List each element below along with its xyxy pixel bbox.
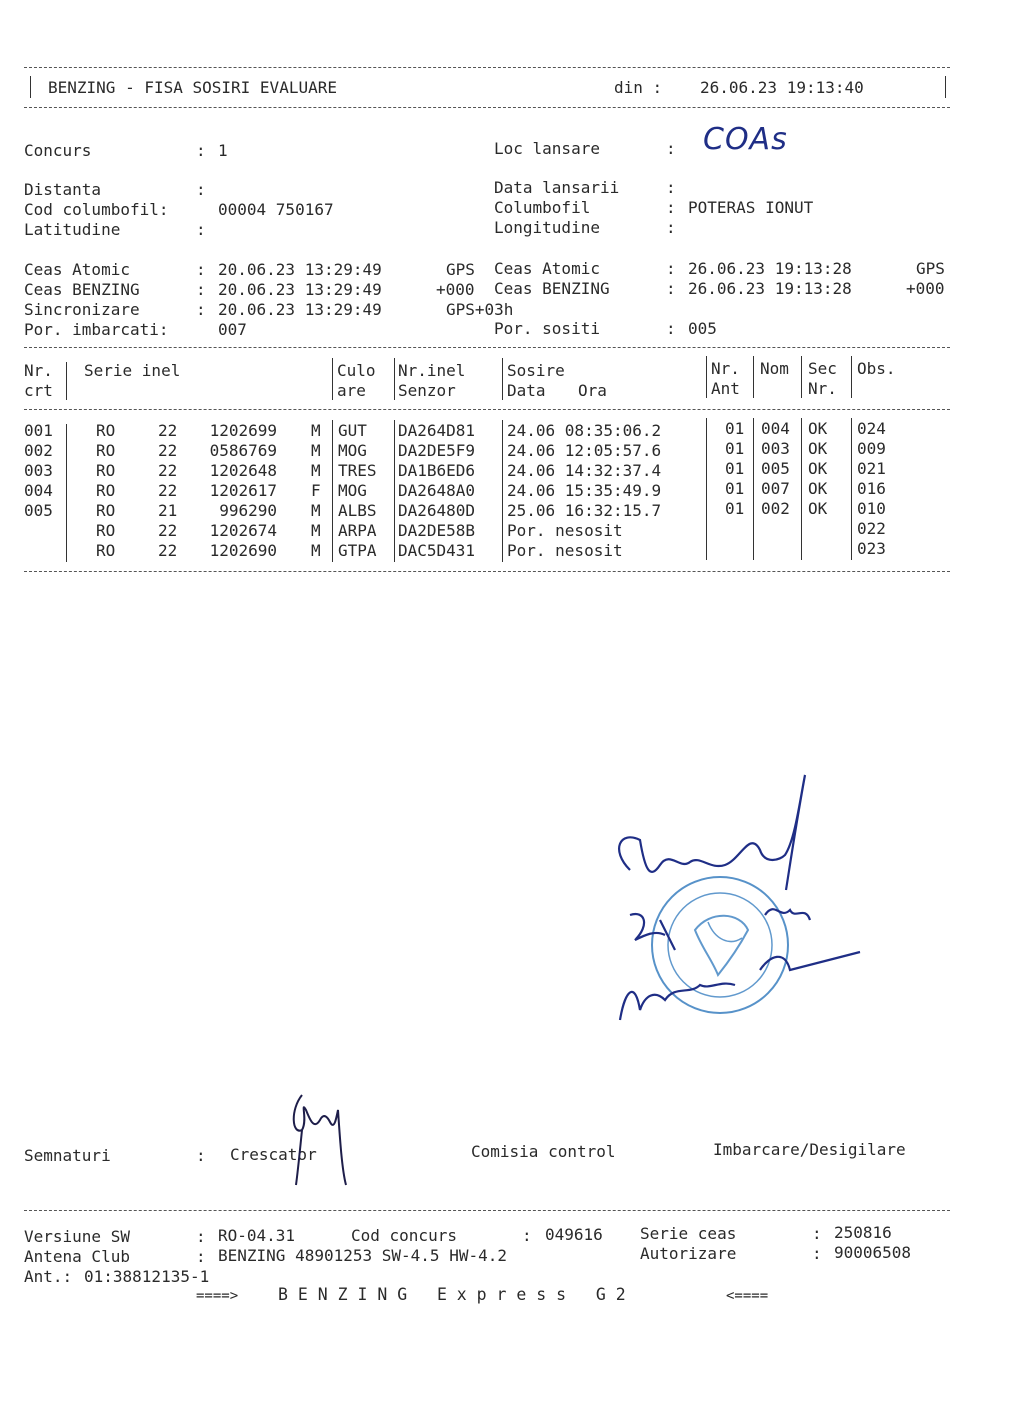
cell-sensor: DA26480D bbox=[398, 501, 476, 520]
cell-country: RO bbox=[96, 521, 116, 540]
cell-country: RO bbox=[96, 461, 116, 480]
ceas-benzing-start-value: 20.06.23 13:29:49 bbox=[218, 280, 382, 299]
stamp-inner-circle bbox=[668, 893, 772, 997]
crescator-label: Crescator bbox=[230, 1145, 317, 1164]
signature-top-stroke bbox=[619, 775, 805, 890]
cell-sex: M bbox=[311, 421, 321, 440]
cell-obs: 023 bbox=[857, 539, 886, 558]
ceas-benzing-end-suffix: +000 bbox=[906, 279, 945, 298]
report-title: BENZING - FISA SOSIRI EVALUARE bbox=[48, 78, 337, 97]
ceas-atomic-start-colon: : bbox=[196, 260, 206, 279]
por-imbarcati-value: 007 bbox=[218, 320, 247, 339]
semnaturi-colon: : bbox=[196, 1146, 206, 1165]
cell-sex: M bbox=[311, 441, 321, 460]
columbofil-colon: : bbox=[666, 198, 676, 217]
crescator-signature-stroke bbox=[294, 1095, 346, 1185]
cell-year: 21 bbox=[158, 501, 178, 520]
cell-color: MOG bbox=[338, 481, 367, 500]
cell-year: 22 bbox=[158, 481, 178, 500]
cell-obs: 016 bbox=[857, 479, 886, 498]
cell-year: 22 bbox=[158, 521, 178, 540]
cod-columbofil-label: Cod columbofil: bbox=[24, 200, 169, 219]
ceas-benzing-start-label: Ceas BENZING bbox=[24, 280, 140, 299]
versiune-sw-colon: : bbox=[196, 1227, 206, 1246]
cell-sex: F bbox=[311, 481, 321, 500]
data-lansarii-colon: : bbox=[666, 178, 676, 197]
cell-color: ARPA bbox=[338, 521, 377, 540]
data-lansarii-label: Data lansarii bbox=[494, 178, 620, 197]
cell-sec: OK bbox=[808, 419, 828, 438]
comisia-control-label: Comisia control bbox=[471, 1142, 616, 1161]
cell-country: RO bbox=[96, 481, 116, 500]
col-culo-bottom: are bbox=[337, 381, 366, 400]
cell-year: 22 bbox=[158, 461, 178, 480]
antena-club-colon: : bbox=[196, 1247, 206, 1266]
serie-ceas-value: 250816 bbox=[834, 1223, 892, 1242]
cell-sec: OK bbox=[808, 439, 828, 458]
cell-sensor: DAC5D431 bbox=[398, 541, 476, 560]
autorizare-value: 90006508 bbox=[834, 1243, 912, 1262]
cell-sec: OK bbox=[808, 479, 828, 498]
cell-nr: 003 bbox=[24, 461, 53, 480]
cell-sensor: DA1B6ED6 bbox=[398, 461, 476, 480]
cell-arrival: 24.06 08:35:06.2 bbox=[507, 421, 662, 440]
autorizare-colon: : bbox=[812, 1244, 822, 1263]
cell-ring: 996290 bbox=[219, 501, 277, 520]
cell-ring: 1202699 bbox=[209, 421, 277, 440]
cell-sex: M bbox=[311, 541, 321, 560]
cell-sensor: DA2DE5F9 bbox=[398, 441, 476, 460]
cell-nr: 004 bbox=[24, 481, 53, 500]
crescator-signature bbox=[280, 1090, 350, 1190]
longitudine-label: Longitudine bbox=[494, 218, 600, 237]
col-nr-bottom: crt bbox=[24, 381, 53, 400]
ceas-benzing-end-colon: : bbox=[666, 279, 676, 298]
antena-club-value: BENZING 48901253 SW-4.5 HW-4.2 bbox=[218, 1246, 507, 1265]
autorizare-label: Autorizare bbox=[640, 1244, 737, 1263]
report-datetime: 26.06.23 19:13:40 bbox=[700, 78, 864, 97]
cell-arrival: 24.06 14:32:37.4 bbox=[507, 461, 662, 480]
col-sec-bottom: Nr. bbox=[808, 379, 837, 398]
cod-concurs-label: Cod concurs bbox=[351, 1226, 457, 1245]
cod-concurs-colon: : bbox=[522, 1226, 532, 1245]
col-ant-bottom: Ant bbox=[711, 379, 740, 398]
ant-value: 01:38812135-1 bbox=[84, 1267, 210, 1286]
sincronizare-colon: : bbox=[196, 300, 206, 319]
banner-right-arrow: <==== bbox=[726, 1288, 769, 1304]
cell-arrival: Por. nesosit bbox=[507, 541, 623, 560]
longitudine-colon: : bbox=[666, 218, 676, 237]
col-ant-top: Nr. bbox=[711, 359, 740, 378]
por-sositi-colon: : bbox=[666, 319, 676, 338]
ceas-benzing-start-suffix: +000 bbox=[436, 280, 475, 299]
cell-nom: 003 bbox=[761, 439, 790, 458]
cell-obs: 009 bbox=[857, 439, 886, 458]
cell-sex: M bbox=[311, 521, 321, 540]
cell-sensor: DA264D81 bbox=[398, 421, 476, 440]
ceas-atomic-start-value: 20.06.23 13:29:49 bbox=[218, 260, 382, 279]
ceas-benzing-end-label: Ceas BENZING bbox=[494, 279, 610, 298]
concurs-colon: : bbox=[196, 141, 206, 160]
col-serie: Serie inel bbox=[84, 361, 181, 380]
col-inel-top: Nr.inel bbox=[398, 361, 466, 380]
col-sosire-data: Data bbox=[507, 381, 546, 400]
cell-color: MOG bbox=[338, 441, 367, 460]
cell-country: RO bbox=[96, 541, 116, 560]
serie-ceas-label: Serie ceas bbox=[640, 1224, 737, 1243]
cell-sex: M bbox=[311, 501, 321, 520]
versiune-sw-value: RO-04.31 bbox=[218, 1226, 296, 1245]
cell-sex: M bbox=[311, 461, 321, 480]
cell-ant: 01 bbox=[725, 439, 745, 458]
cell-country: RO bbox=[96, 501, 116, 520]
por-sositi-value: 005 bbox=[688, 319, 717, 338]
latitudine-label: Latitudine bbox=[24, 220, 121, 239]
loc-lansare-label: Loc lansare bbox=[494, 139, 600, 158]
cell-color: GUT bbox=[338, 421, 367, 440]
cell-sec: OK bbox=[808, 459, 828, 478]
cell-obs: 024 bbox=[857, 419, 886, 438]
ceas-atomic-end-value: 26.06.23 19:13:28 bbox=[688, 259, 852, 278]
cell-arrival: Por. nesosit bbox=[507, 521, 623, 540]
cell-year: 22 bbox=[158, 421, 178, 440]
banner-text: B E N Z I N G E x p r e s s G 2 bbox=[278, 1285, 626, 1304]
cell-obs: 021 bbox=[857, 459, 886, 478]
serie-ceas-colon: : bbox=[812, 1224, 822, 1243]
cell-nom: 004 bbox=[761, 419, 790, 438]
cell-obs: 010 bbox=[857, 499, 886, 518]
col-sosire-ora: Ora bbox=[578, 381, 607, 400]
ceas-atomic-end-suffix: GPS bbox=[916, 259, 945, 278]
club-stamp-and-signatures bbox=[590, 770, 880, 1040]
cell-nom: 007 bbox=[761, 479, 790, 498]
por-imbarcati-label: Por. imbarcati: bbox=[24, 320, 169, 339]
cell-ring: 0586769 bbox=[209, 441, 277, 460]
col-nr-top: Nr. bbox=[24, 361, 53, 380]
cell-year: 22 bbox=[158, 441, 178, 460]
sincronizare-suffix: GPS+03h bbox=[446, 300, 514, 319]
distanta-colon: : bbox=[196, 180, 206, 199]
sincronizare-label: Sincronizare bbox=[24, 300, 140, 319]
col-sosire-top: Sosire bbox=[507, 361, 565, 380]
concurs-label: Concurs bbox=[24, 141, 92, 160]
cell-nr: 005 bbox=[24, 501, 53, 520]
stamp-wing-drawing bbox=[708, 922, 742, 941]
cell-ant: 01 bbox=[725, 419, 745, 438]
ceas-benzing-start-colon: : bbox=[196, 280, 206, 299]
col-sec-top: Sec bbox=[808, 359, 837, 378]
cell-country: RO bbox=[96, 441, 116, 460]
ceas-benzing-end-value: 26.06.23 19:13:28 bbox=[688, 279, 852, 298]
col-obs: Obs. bbox=[857, 359, 896, 378]
col-culo-top: Culo bbox=[337, 361, 376, 380]
cell-nom: 002 bbox=[761, 499, 790, 518]
por-sositi-label: Por. sositi bbox=[494, 319, 600, 338]
ceas-atomic-start-label: Ceas Atomic bbox=[24, 260, 130, 279]
stamp-pigeon-drawing bbox=[695, 916, 748, 975]
ceas-atomic-end-colon: : bbox=[666, 259, 676, 278]
cell-color: TRES bbox=[338, 461, 377, 480]
cell-ring: 1202648 bbox=[209, 461, 277, 480]
banner-left-arrow: ====> bbox=[196, 1288, 239, 1304]
cell-nr: 002 bbox=[24, 441, 53, 460]
cell-ring: 1202617 bbox=[209, 481, 277, 500]
versiune-sw-label: Versiune SW bbox=[24, 1227, 130, 1246]
imbarcare-desigilare-label: Imbarcare/Desigilare bbox=[713, 1140, 906, 1159]
cell-color: GTPA bbox=[338, 541, 377, 560]
ceas-atomic-start-suffix: GPS bbox=[446, 260, 475, 279]
cell-arrival: 24.06 12:05:57.6 bbox=[507, 441, 662, 460]
din-label: din : bbox=[614, 78, 663, 97]
cell-country: RO bbox=[96, 421, 116, 440]
cell-arrival: 25.06 16:32:15.7 bbox=[507, 501, 662, 520]
cell-ant: 01 bbox=[725, 499, 745, 518]
cod-concurs-value: 049616 bbox=[545, 1225, 603, 1244]
cell-sensor: DA2DE58B bbox=[398, 521, 476, 540]
col-inel-bottom: Senzor bbox=[398, 381, 456, 400]
antena-club-label: Antena Club bbox=[24, 1247, 130, 1266]
semnaturi-label: Semnaturi bbox=[24, 1146, 111, 1165]
cell-ring: 1202690 bbox=[209, 541, 277, 560]
cell-ring: 1202674 bbox=[209, 521, 277, 540]
cell-ant: 01 bbox=[725, 479, 745, 498]
columbofil-value: POTERAS IONUT bbox=[688, 198, 814, 217]
concurs-value: 1 bbox=[218, 141, 228, 160]
cell-obs: 022 bbox=[857, 519, 886, 538]
latitudine-colon: : bbox=[196, 220, 206, 239]
distanta-label: Distanta bbox=[24, 180, 102, 199]
ant-label: Ant.: bbox=[24, 1267, 73, 1286]
cell-sensor: DA2648A0 bbox=[398, 481, 476, 500]
cell-year: 22 bbox=[158, 541, 178, 560]
columbofil-label: Columbofil bbox=[494, 198, 591, 217]
cell-nr: 001 bbox=[24, 421, 53, 440]
sincronizare-value: 20.06.23 13:29:49 bbox=[218, 300, 382, 319]
cell-ant: 01 bbox=[725, 459, 745, 478]
ceas-atomic-end-label: Ceas Atomic bbox=[494, 259, 600, 278]
cell-color: ALBS bbox=[338, 501, 377, 520]
cell-nom: 005 bbox=[761, 459, 790, 478]
loc-lansare-colon: : bbox=[666, 139, 676, 158]
col-nom: Nom bbox=[760, 359, 789, 378]
cell-sec: OK bbox=[808, 499, 828, 518]
loc-lansare-handwritten: COAs bbox=[703, 122, 788, 157]
cod-columbofil-value: 00004 750167 bbox=[218, 200, 334, 219]
cell-arrival: 24.06 15:35:49.9 bbox=[507, 481, 662, 500]
